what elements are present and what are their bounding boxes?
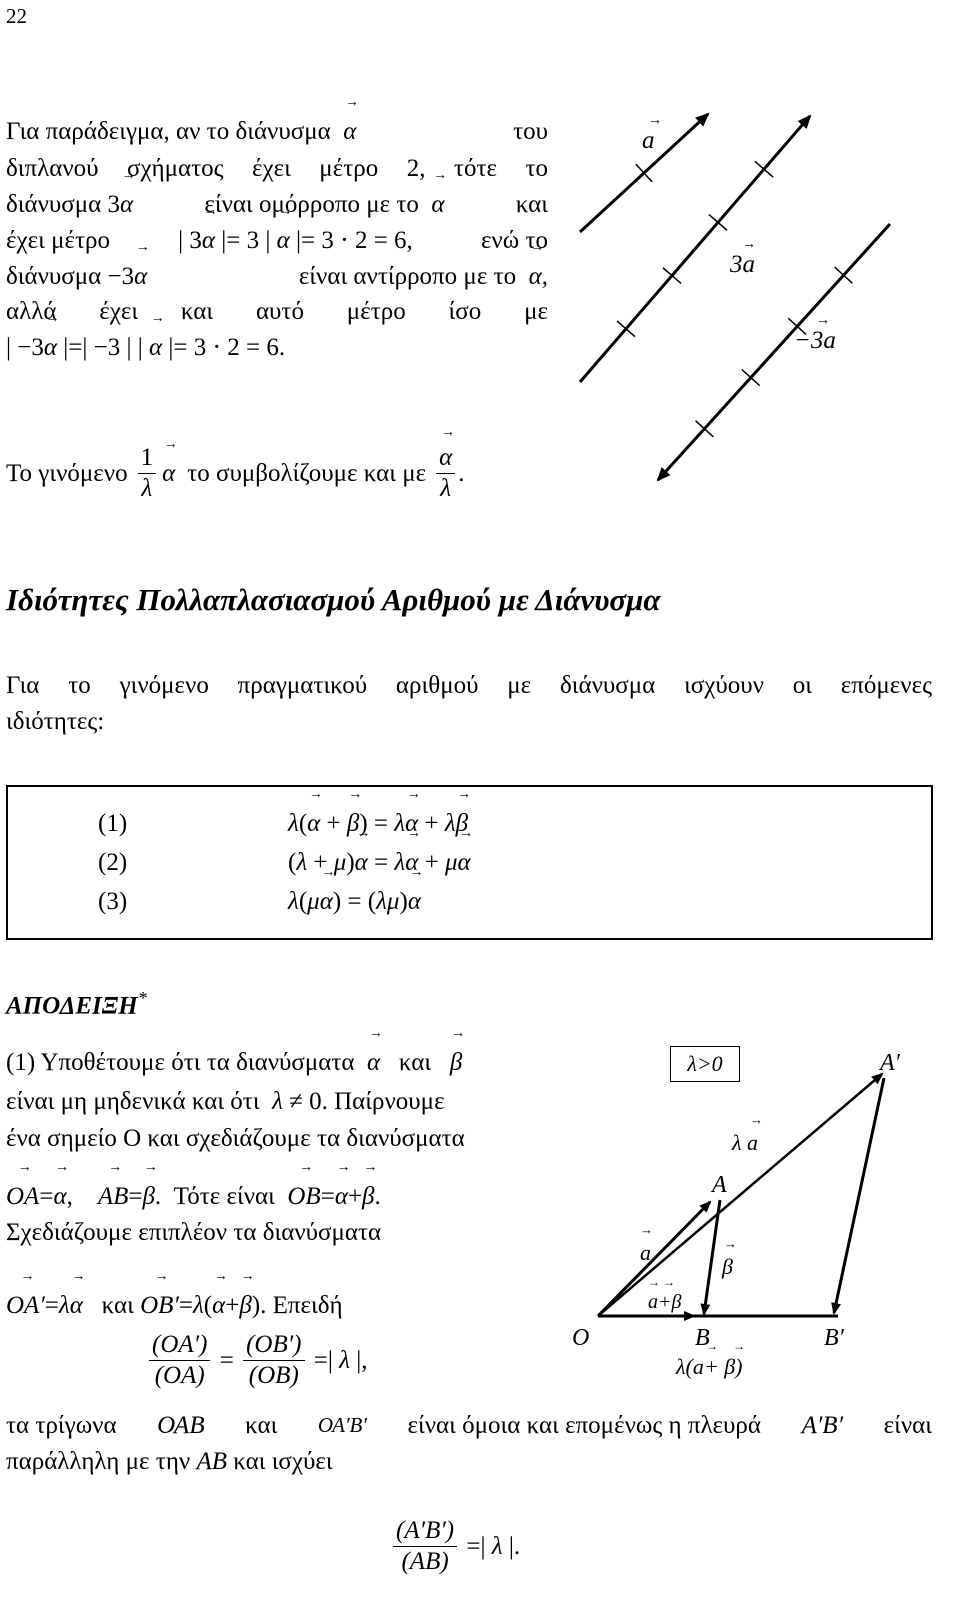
lambda-a-label: λ a xyxy=(732,1130,759,1155)
section-heading: Ιδιότητες Πολλαπλασιασμού Αριθμού με Διάνυσμα xyxy=(6,582,661,617)
text: . xyxy=(458,460,465,487)
text: ΟΑ′Β′ xyxy=(317,1413,367,1437)
intro-line-5: διάνυσμα −3→ α είναι αντίρροπο με το → α, xyxy=(6,258,548,295)
alpha-vector: → α xyxy=(343,113,356,150)
proof-line-1 xyxy=(6,1044,462,1081)
text: έχει μέτρο xyxy=(6,227,110,254)
arrow-mark: → xyxy=(640,1222,653,1237)
text: παράλληλη με την xyxy=(6,1448,191,1475)
alpha-vector: → α xyxy=(335,1178,348,1215)
proof-title xyxy=(6,988,147,1020)
point-b-prime-label: B′ xyxy=(824,1325,844,1351)
ratio-ob: $\frac{(OB')}{(OB)}$ xyxy=(243,1330,304,1391)
final-ratio: $\frac{(A'B')}{(AB)}$ =| λ |. xyxy=(390,1516,520,1577)
vector-3a-label: 3a xyxy=(730,251,755,278)
intro-line-6: αλλά έχει και αυτό μέτρο ίσο με xyxy=(6,298,548,325)
alpha-vector: → α xyxy=(405,805,418,842)
vector-3a-line xyxy=(580,116,810,382)
text: Το γινόμενο xyxy=(6,460,128,487)
property-3-formula: λ(μ→ α) = (λμ)→ α xyxy=(288,883,421,920)
ratio-oa: $\frac{(OA')}{(OA)}$ xyxy=(149,1330,210,1391)
a-label: a xyxy=(640,1240,651,1265)
proof-line-2: είναι μη μηδενικά και ότι λ ≠ 0. Παίρνουμε xyxy=(6,1088,445,1115)
alpha-vector: → α xyxy=(439,443,452,473)
alpha-vector: → α xyxy=(134,258,147,295)
alpha-vector: → α xyxy=(202,222,215,259)
proof-line-4: → OA=→ α, → AB=→ β. Τότε είναι → OB=→ α+→ β. xyxy=(6,1178,381,1215)
proof-line-3: ένα σημείο Ο και σχεδιάζουμε τα διανύσματα xyxy=(6,1125,465,1152)
a-plus-beta-label: a+β xyxy=(648,1291,682,1313)
arrow-mark: → xyxy=(816,313,830,328)
denominator: λ xyxy=(440,475,452,502)
vector-oa-prime xyxy=(598,1074,882,1316)
property-2-number: (2) xyxy=(98,849,128,876)
text: και xyxy=(101,1292,134,1319)
footnote-star: * xyxy=(137,988,147,1008)
vector-minus-3a-line xyxy=(658,224,890,480)
text: και ισχύει xyxy=(233,1448,333,1475)
text: του xyxy=(513,118,548,145)
arrow-mark: → xyxy=(742,237,756,252)
text: το συμβολίζουμε και με xyxy=(187,460,427,487)
lambda-positive-box: λ>0 xyxy=(670,1046,740,1082)
alpha-vector: → α xyxy=(355,844,368,881)
text: ενώ το xyxy=(480,227,548,254)
alpha-vector: → α xyxy=(458,844,471,881)
text: και xyxy=(245,1412,278,1439)
alpha-vector: → α xyxy=(367,1044,380,1081)
ratio-equation: $\frac{(OA')}{(OA)}$ = $\frac{(OB')}{(OB)}$ =| λ |, xyxy=(146,1330,367,1391)
text: . Επειδή xyxy=(260,1292,343,1319)
property-2-formula: (λ + μ)→ α = λ→ α + μ→ α xyxy=(288,844,471,881)
lambda-a-plus-beta-label: λ(a+ β) xyxy=(676,1354,743,1379)
alpha-vector: → α xyxy=(162,455,175,492)
alpha-vector: → α xyxy=(149,329,162,366)
numerator: 1 xyxy=(138,443,157,474)
proof-line-6: → OA′=λ→ α και → OB′=λ(→ α+→ β). Επειδή xyxy=(6,1287,343,1324)
beta-vector: → β xyxy=(362,1178,374,1215)
vector-a-prime-b-prime xyxy=(834,1078,884,1313)
text: Για παράδειγμα, αν το διάνυσμα xyxy=(6,118,331,145)
arrow-mark: → → xyxy=(648,1275,675,1289)
beta-vector: → β xyxy=(239,1287,251,1324)
alpha-vector: → α xyxy=(70,1287,83,1324)
similar-triangles-figure xyxy=(560,1040,960,1400)
text: είναι xyxy=(883,1412,932,1439)
point-o-label: O xyxy=(572,1325,590,1351)
text: είναι όμοια και επομένως η πλευρά xyxy=(407,1412,762,1439)
fraction-alpha-over-lambda xyxy=(436,443,455,504)
point-a-prime-label: A′ xyxy=(880,1050,900,1076)
paragraph-line-2: ιδιότητες: xyxy=(6,708,105,735)
arrow-mark: → xyxy=(750,1112,763,1127)
beta-label: β xyxy=(722,1254,733,1279)
intro-line-3 xyxy=(6,186,548,223)
text: είναι ομόρροπο με το xyxy=(204,191,419,218)
parallel-vectors-figure xyxy=(570,100,950,485)
text: (1) Υποθέτουμε ότι τα διανύσματα xyxy=(6,1049,355,1076)
proof-line-5: Σχεδιάζουμε επιπλέον τα διανύσματα xyxy=(6,1219,382,1246)
vector-minus-3a-label: −3a xyxy=(794,327,836,354)
text: ΑΒ xyxy=(196,1448,227,1475)
text: Τότε είναι xyxy=(173,1183,275,1210)
text: τα τρίγωνα xyxy=(6,1412,117,1439)
alpha-vector: → α xyxy=(529,258,542,295)
alpha-vector: → α xyxy=(408,883,421,920)
point-b-label: B xyxy=(695,1325,710,1351)
vector-a-label: a xyxy=(642,127,655,154)
beta-vector: → β xyxy=(142,1178,154,1215)
proof-line-8 xyxy=(6,1443,333,1480)
fraction-one-over-lambda xyxy=(138,443,157,504)
ratio-ab: $\frac{(A'B')}{(AB)}$ xyxy=(393,1516,457,1577)
property-1-number: (1) xyxy=(98,810,128,837)
text: είναι μη μηδενικά και ότι xyxy=(6,1088,260,1115)
alpha-vector: → α xyxy=(44,329,57,366)
intro-line-4 xyxy=(6,222,548,259)
page-number: 22 xyxy=(6,4,27,28)
arrow-mark: → xyxy=(648,113,662,128)
beta-vector: → β xyxy=(456,805,468,842)
text: Α′Β′ xyxy=(801,1412,844,1439)
text: διάνυσμα 3 xyxy=(6,191,121,218)
intro-line-1 xyxy=(6,113,548,150)
paragraph-line-1: Για το γινόμενο πραγματικού αριθμού με διάνυσμα ισχύουν οι επόμενες xyxy=(6,672,932,699)
magnitude-expression: | 3→ α |= 3 | → α |= 3 ⋅ 2 = 6, xyxy=(178,222,413,259)
alpha-vector: → α xyxy=(405,844,418,881)
text: διάνυσμα −3 xyxy=(6,263,135,290)
text: = 3 ⋅ 2 = 6, xyxy=(301,227,413,254)
alpha-vector: → α xyxy=(212,1287,225,1324)
alpha-vector: → α xyxy=(277,222,290,259)
beta-vector: → β xyxy=(347,805,359,842)
property-1-formula: λ(→ α + → β) = λ→ α + λ→ β xyxy=(288,805,468,842)
alpha-vector: → α xyxy=(320,883,333,920)
text: ΟΑΒ xyxy=(157,1412,205,1439)
text: και xyxy=(515,191,548,218)
text: είναι αντίρροπο με το xyxy=(298,263,517,290)
product-line xyxy=(6,443,465,504)
intro-line-7: | −3→ α |=| −3 | | → α |= 3 ⋅ 2 = 6. xyxy=(6,329,285,366)
text: ≠ 0. Παίρνουμε xyxy=(289,1088,445,1115)
alpha-vector: → α xyxy=(120,186,133,223)
vector-ab xyxy=(704,1200,720,1314)
point-a-label: A xyxy=(712,1172,727,1198)
alpha-vector: → α xyxy=(53,1178,66,1215)
arrow-mark: → → xyxy=(706,1339,745,1353)
text: = 3 ⋅ 2 = 6. xyxy=(173,334,286,361)
intro-line-2: διπλανού σχήματος έχει μέτρο 2, τότε το xyxy=(6,155,548,182)
alpha-vector: → α xyxy=(431,186,444,223)
text: ΑΠΟΔΕΙΞΗ xyxy=(6,992,138,1020)
alpha-vector: → α xyxy=(307,805,320,842)
denominator: λ xyxy=(141,475,153,502)
proof-line-7 xyxy=(6,1407,932,1444)
beta-vector: → β xyxy=(450,1044,462,1081)
property-3-number: (3) xyxy=(98,888,128,915)
arrow-mark: → xyxy=(724,1236,737,1251)
text: και xyxy=(398,1049,432,1076)
